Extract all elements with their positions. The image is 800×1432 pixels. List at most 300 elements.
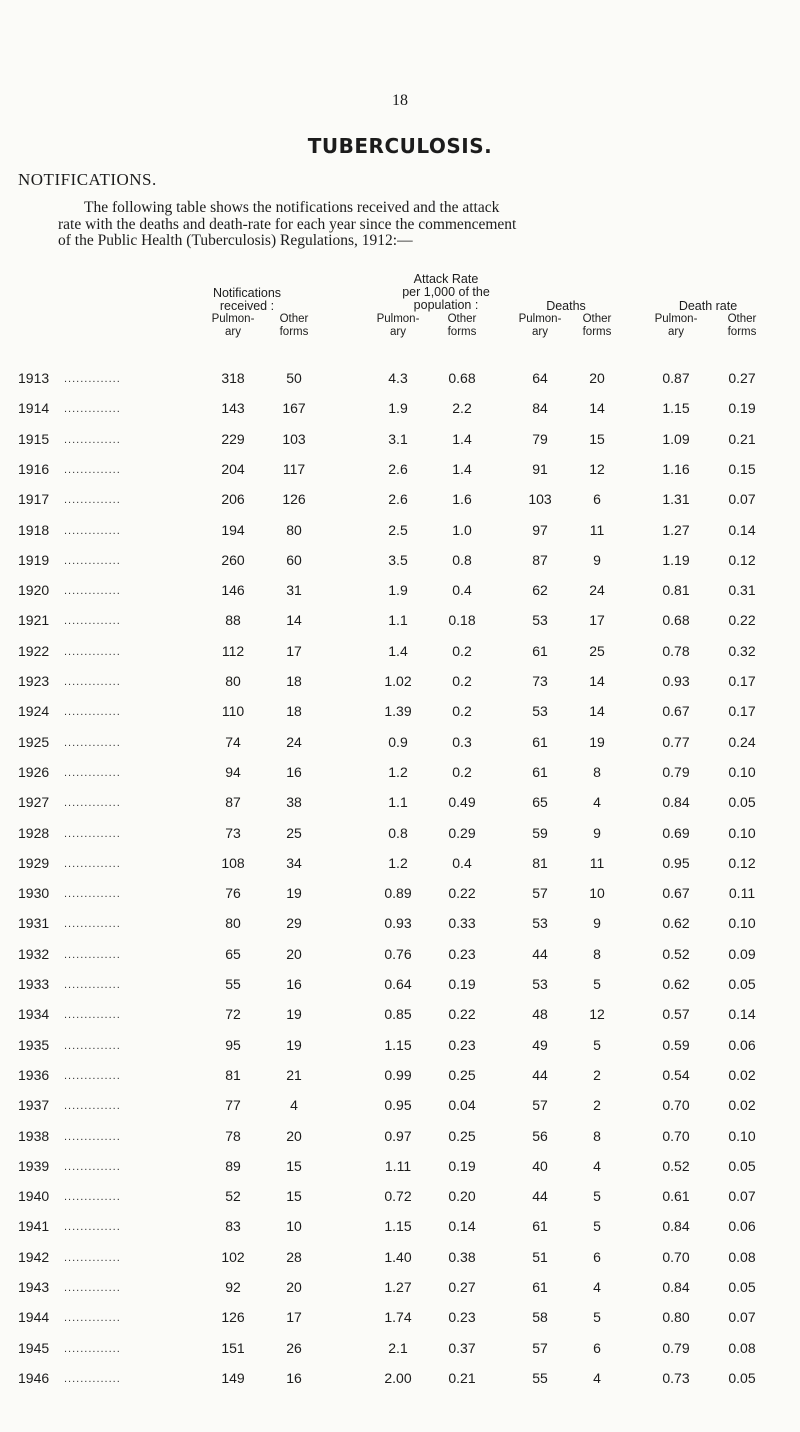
cell-deaths-other: 6 [593, 1339, 601, 1356]
table-row [0, 734, 800, 758]
cell-notif-pulmonary: 108 [221, 854, 245, 871]
cell-notif-pulmonary: 83 [225, 1218, 241, 1235]
cell-attack-pulmonary: 1.02 [384, 673, 412, 689]
table-row [0, 612, 800, 636]
intro-line: rate with the deaths and death-rate for each year since the commencement [58, 215, 517, 233]
cell-notif-pulmonary: 74 [225, 733, 241, 750]
cell-notif-other: 20 [286, 1279, 302, 1295]
intro-paragraph [58, 200, 770, 250]
cell-notif-other: 14 [286, 612, 302, 629]
cell-attack-other: 0.04 [448, 1097, 476, 1114]
cell-deathrate-other: 0.17 [728, 703, 756, 720]
header-death-rate: Death rate [678, 299, 738, 313]
cell-attack-pulmonary: 1.1 [388, 794, 408, 811]
leader-dots: .............. [64, 918, 121, 931]
cell-deaths-pulmonary: 51 [532, 1248, 548, 1265]
leader-dots: .............. [64, 948, 121, 961]
table-row [0, 1037, 800, 1061]
table-row [0, 885, 800, 909]
cell-deaths-pulmonary: 58 [532, 1309, 548, 1326]
cell-deaths-other: 5 [593, 1218, 601, 1235]
cell-attack-pulmonary: 1.2 [388, 763, 408, 780]
cell-deathrate-pulmonary: 0.57 [662, 1006, 690, 1023]
cell-notif-pulmonary: 194 [221, 521, 245, 538]
cell-attack-pulmonary: 0.76 [384, 945, 412, 962]
cell-year: 1913 [18, 370, 50, 386]
cell-attack-other: 0.23 [448, 1036, 476, 1053]
cell-attack-other: 0.2 [452, 673, 472, 689]
leader-dots: .............. [64, 1251, 121, 1264]
cell-deathrate-other: 0.12 [728, 551, 756, 568]
table-row [0, 1279, 800, 1303]
cell-year: 1937 [18, 1097, 50, 1114]
table-row [0, 794, 800, 818]
leader-dots: .............. [64, 1191, 121, 1204]
cell-notif-pulmonary: 81 [225, 1066, 241, 1083]
cell-deaths-pulmonary: 40 [532, 1157, 548, 1174]
cell-attack-other: 0.22 [448, 1006, 476, 1023]
cell-notif-pulmonary: 52 [225, 1188, 241, 1205]
leader-dots: .............. [64, 1160, 121, 1173]
cell-deaths-pulmonary: 44 [532, 1188, 548, 1205]
cell-attack-other: 0.38 [448, 1248, 476, 1265]
cell-attack-pulmonary: 1.40 [384, 1248, 412, 1265]
cell-notif-other: 20 [286, 1127, 302, 1144]
cell-deathrate-pulmonary: 1.27 [662, 521, 690, 538]
cell-deaths-other: 14 [589, 400, 605, 417]
table-row [0, 825, 800, 849]
leader-dots: .............. [64, 1282, 121, 1294]
cell-notif-other: 25 [286, 824, 302, 841]
table-row [0, 1309, 800, 1333]
intro-line: The following table shows the notifications received and the attack [84, 199, 500, 216]
cell-deathrate-other: 0.05 [728, 794, 756, 811]
cell-year: 1935 [18, 1036, 50, 1053]
cell-notif-other: 17 [286, 1309, 302, 1326]
cell-attack-other: 0.14 [448, 1218, 476, 1235]
cell-deaths-other: 17 [589, 612, 605, 629]
cell-year: 1942 [18, 1248, 50, 1265]
cell-attack-other: 0.4 [452, 854, 472, 871]
cell-attack-pulmonary: 0.85 [384, 1006, 412, 1023]
leader-dots: .............. [64, 857, 121, 870]
cell-deathrate-other: 0.11 [728, 885, 756, 902]
cell-attack-other: 0.21 [448, 1369, 476, 1386]
leader-dots: .............. [64, 645, 121, 658]
cell-attack-other: 0.18 [448, 612, 476, 629]
leader-dots: .............. [64, 1372, 121, 1385]
cell-deathrate-pulmonary: 1.31 [662, 491, 690, 508]
table-row [0, 491, 800, 515]
cell-deathrate-pulmonary: 1.16 [662, 460, 690, 477]
leader-dots: .............. [64, 676, 121, 688]
cell-notif-pulmonary: 92 [225, 1279, 241, 1295]
cell-deaths-pulmonary: 61 [532, 763, 548, 780]
cell-attack-pulmonary: 3.5 [388, 551, 408, 568]
cell-year: 1926 [18, 763, 50, 780]
cell-deaths-other: 2 [593, 1097, 601, 1114]
cell-deaths-pulmonary: 62 [532, 582, 548, 599]
cell-deathrate-other: 0.27 [728, 370, 756, 386]
cell-notif-other: 60 [286, 551, 302, 568]
cell-deathrate-pulmonary: 0.95 [662, 854, 690, 871]
cell-deathrate-pulmonary: 0.68 [662, 612, 690, 629]
table-row [0, 673, 800, 697]
cell-attack-pulmonary: 1.4 [388, 642, 408, 659]
cell-deathrate-pulmonary: 0.54 [662, 1066, 690, 1083]
page-number: 18 [392, 92, 408, 109]
cell-attack-pulmonary: 1.9 [388, 400, 408, 417]
leader-dots: .............. [64, 585, 121, 598]
cell-deathrate-other: 0.08 [728, 1248, 756, 1265]
cell-attack-pulmonary: 4.3 [388, 370, 408, 386]
cell-notif-pulmonary: 112 [221, 642, 245, 659]
cell-notif-other: 10 [286, 1218, 302, 1235]
cell-notif-other: 28 [286, 1248, 302, 1265]
header-deaths: Deaths [546, 299, 586, 313]
cell-attack-pulmonary: 2.1 [388, 1339, 408, 1356]
cell-notif-other: 18 [286, 673, 302, 689]
cell-deaths-other: 5 [593, 1036, 601, 1053]
cell-notif-pulmonary: 73 [225, 824, 241, 841]
cell-notif-pulmonary: 151 [221, 1339, 245, 1356]
cell-deathrate-other: 0.08 [728, 1339, 756, 1356]
cell-deaths-other: 4 [593, 794, 601, 811]
cell-deaths-pulmonary: 61 [532, 1218, 548, 1235]
cell-deaths-pulmonary: 64 [532, 370, 548, 386]
cell-notif-pulmonary: 206 [221, 491, 245, 508]
cell-deaths-pulmonary: 61 [532, 642, 548, 659]
cell-attack-other: 0.20 [448, 1188, 476, 1205]
cell-year: 1918 [18, 521, 50, 538]
cell-attack-pulmonary: 1.15 [384, 1036, 412, 1053]
cell-deathrate-pulmonary: 0.84 [662, 794, 690, 811]
intro-line: of the Public Health (Tuberculosis) Regulations, 1912:— [58, 232, 413, 249]
cell-deathrate-pulmonary: 0.62 [662, 976, 690, 992]
cell-year: 1930 [18, 885, 50, 902]
cell-deaths-other: 10 [589, 885, 605, 902]
leader-dots: .............. [64, 403, 121, 416]
cell-attack-other: 0.25 [448, 1066, 476, 1083]
cell-notif-other: 31 [286, 582, 302, 599]
cell-notif-pulmonary: 80 [225, 673, 241, 689]
cell-deaths-pulmonary: 65 [532, 794, 548, 811]
cell-attack-pulmonary: 1.9 [388, 582, 408, 599]
cell-deaths-pulmonary: 91 [532, 460, 548, 477]
table-row [0, 1067, 800, 1091]
table-row [0, 946, 800, 970]
cell-deaths-other: 12 [589, 1006, 605, 1023]
table-row [0, 976, 800, 1000]
cell-deathrate-other: 0.05 [728, 976, 756, 992]
cell-attack-pulmonary: 0.97 [384, 1127, 412, 1144]
cell-deathrate-other: 0.09 [728, 945, 756, 962]
cell-year: 1941 [18, 1218, 50, 1235]
cell-notif-pulmonary: 318 [221, 370, 245, 386]
header-attack-rate: Attack Rate per 1,000 of the population : [402, 272, 490, 312]
cell-deaths-pulmonary: 97 [532, 521, 548, 538]
leader-dots: .............. [64, 1009, 121, 1022]
leader-dots: .............. [64, 1312, 121, 1325]
cell-attack-other: 2.2 [452, 400, 472, 417]
cell-notif-other: 50 [286, 370, 302, 386]
cell-notif-pulmonary: 229 [221, 430, 245, 447]
cell-deaths-other: 2 [593, 1066, 601, 1083]
cell-attack-other: 0.4 [452, 582, 472, 599]
cell-deathrate-other: 0.21 [728, 430, 756, 447]
cell-deaths-pulmonary: 56 [532, 1127, 548, 1144]
cell-attack-pulmonary: 2.6 [388, 460, 408, 477]
cell-deaths-pulmonary: 79 [532, 430, 548, 447]
leader-dots: .............. [64, 1221, 121, 1234]
cell-deaths-other: 4 [593, 1157, 601, 1174]
cell-notif-other: 16 [286, 1369, 302, 1386]
cell-notif-pulmonary: 126 [221, 1309, 245, 1326]
subheader-deaths-pulmonary: Pulmon- ary [518, 313, 562, 338]
table-row [0, 582, 800, 606]
cell-deaths-other: 14 [589, 673, 605, 689]
cell-deathrate-pulmonary: 1.19 [662, 551, 690, 568]
cell-deathrate-other: 0.31 [728, 582, 756, 599]
table-row [0, 1006, 800, 1030]
cell-year: 1938 [18, 1127, 50, 1144]
cell-notif-pulmonary: 78 [225, 1127, 241, 1144]
cell-notif-pulmonary: 65 [225, 945, 241, 962]
cell-deaths-other: 5 [593, 976, 601, 992]
cell-deathrate-other: 0.07 [728, 491, 756, 508]
cell-notif-other: 24 [286, 733, 302, 750]
cell-notif-pulmonary: 89 [225, 1157, 241, 1174]
cell-year: 1939 [18, 1157, 50, 1174]
cell-notif-pulmonary: 77 [225, 1097, 241, 1114]
cell-deathrate-other: 0.06 [728, 1036, 756, 1053]
cell-attack-pulmonary: 1.2 [388, 854, 408, 871]
cell-deaths-other: 19 [589, 733, 605, 750]
cell-deathrate-other: 0.07 [728, 1188, 756, 1205]
cell-attack-pulmonary: 0.95 [384, 1097, 412, 1114]
cell-deaths-other: 4 [593, 1369, 601, 1386]
cell-deathrate-other: 0.05 [728, 1157, 756, 1174]
leader-dots: .............. [64, 797, 121, 810]
cell-year: 1944 [18, 1309, 50, 1326]
cell-deathrate-other: 0.14 [728, 521, 756, 538]
cell-deathrate-pulmonary: 0.67 [662, 703, 690, 720]
cell-deaths-other: 20 [589, 370, 605, 386]
table-row [0, 1128, 800, 1152]
cell-notif-other: 15 [286, 1188, 302, 1205]
leader-dots: .............. [64, 463, 121, 476]
cell-deaths-other: 5 [593, 1188, 601, 1205]
cell-deathrate-pulmonary: 0.84 [662, 1279, 690, 1295]
subheader-notif-pulmonary: Pulmon- ary [211, 313, 255, 338]
table-row [0, 461, 800, 485]
cell-notif-other: 16 [286, 976, 302, 992]
cell-deaths-pulmonary: 84 [532, 400, 548, 417]
cell-notif-other: 19 [286, 885, 302, 902]
cell-deathrate-other: 0.10 [728, 915, 756, 932]
cell-deaths-other: 9 [593, 915, 601, 932]
cell-deathrate-pulmonary: 1.09 [662, 430, 690, 447]
leader-dots: .............. [64, 615, 121, 628]
cell-year: 1915 [18, 430, 50, 447]
subheader-notif-other: Other forms [279, 313, 309, 338]
cell-deathrate-pulmonary: 0.79 [662, 763, 690, 780]
cell-notif-other: 19 [286, 1036, 302, 1053]
cell-year: 1929 [18, 854, 50, 871]
cell-deaths-pulmonary: 103 [528, 491, 552, 508]
cell-attack-other: 0.2 [452, 642, 472, 659]
cell-deaths-pulmonary: 53 [532, 976, 548, 992]
cell-notif-other: 117 [282, 460, 306, 477]
cell-deaths-pulmonary: 59 [532, 824, 548, 841]
cell-deathrate-other: 0.05 [728, 1279, 756, 1295]
cell-deaths-other: 11 [589, 854, 605, 871]
cell-deathrate-other: 0.32 [728, 642, 756, 659]
cell-deathrate-other: 0.15 [728, 460, 756, 477]
cell-year: 1928 [18, 824, 50, 841]
cell-year: 1927 [18, 794, 50, 811]
cell-deathrate-other: 0.06 [728, 1218, 756, 1235]
cell-deaths-other: 12 [589, 460, 605, 477]
cell-deaths-other: 8 [593, 763, 601, 780]
cell-deathrate-pulmonary: 0.59 [662, 1036, 690, 1053]
cell-notif-pulmonary: 72 [225, 1006, 241, 1023]
cell-deaths-other: 6 [593, 491, 601, 508]
table-row [0, 703, 800, 727]
table-row [0, 370, 800, 394]
cell-notif-other: 18 [286, 703, 302, 720]
cell-attack-other: 0.49 [448, 794, 476, 811]
cell-deaths-pulmonary: 53 [532, 612, 548, 629]
table-row [0, 400, 800, 424]
cell-attack-other: 0.2 [452, 763, 472, 780]
table-row [0, 1340, 800, 1364]
cell-deaths-pulmonary: 57 [532, 1097, 548, 1114]
cell-deathrate-pulmonary: 0.80 [662, 1309, 690, 1326]
leader-dots: .............. [64, 766, 121, 779]
cell-attack-pulmonary: 0.89 [384, 885, 412, 902]
cell-deathrate-other: 0.19 [728, 400, 756, 417]
subheader-attack-other: Other forms [447, 313, 477, 338]
cell-attack-pulmonary: 0.8 [388, 824, 408, 841]
cell-notif-other: 15 [286, 1157, 302, 1174]
cell-attack-other: 0.37 [448, 1339, 476, 1356]
cell-year: 1914 [18, 400, 50, 417]
cell-notif-other: 103 [282, 430, 306, 447]
cell-deathrate-other: 0.14 [728, 1006, 756, 1023]
cell-deaths-other: 15 [589, 430, 605, 447]
table-row [0, 1370, 800, 1394]
cell-attack-other: 0.19 [448, 976, 476, 992]
cell-notif-other: 20 [286, 945, 302, 962]
cell-deaths-other: 4 [593, 1279, 601, 1295]
cell-deaths-other: 11 [589, 521, 605, 538]
cell-deathrate-pulmonary: 0.79 [662, 1339, 690, 1356]
cell-year: 1946 [18, 1369, 50, 1386]
cell-attack-pulmonary: 2.6 [388, 491, 408, 508]
cell-deathrate-other: 0.10 [728, 763, 756, 780]
subheader-deathrate-other: Other forms [727, 313, 757, 338]
cell-notif-pulmonary: 87 [225, 794, 241, 811]
cell-notif-other: 34 [286, 854, 302, 871]
cell-notif-other: 19 [286, 1006, 302, 1023]
cell-year: 1923 [18, 673, 50, 689]
cell-deaths-pulmonary: 55 [532, 1369, 548, 1386]
cell-deathrate-pulmonary: 0.78 [662, 642, 690, 659]
cell-notif-pulmonary: 143 [221, 400, 245, 417]
cell-notif-pulmonary: 102 [221, 1248, 245, 1265]
cell-year: 1931 [18, 915, 50, 932]
cell-year: 1924 [18, 703, 50, 720]
cell-deaths-pulmonary: 53 [532, 703, 548, 720]
leader-dots: .............. [64, 888, 121, 901]
cell-deaths-other: 8 [593, 945, 601, 962]
cell-notif-pulmonary: 146 [221, 582, 245, 599]
cell-deathrate-pulmonary: 0.87 [662, 370, 690, 386]
cell-attack-other: 0.29 [448, 824, 476, 841]
subheader-attack-pulmonary: Pulmon- ary [376, 313, 420, 338]
cell-deathrate-other: 0.02 [728, 1097, 756, 1114]
cell-deathrate-pulmonary: 0.69 [662, 824, 690, 841]
table-row [0, 1218, 800, 1242]
cell-attack-pulmonary: 2.00 [384, 1369, 412, 1386]
leader-dots: .............. [64, 373, 121, 385]
cell-deaths-pulmonary: 61 [532, 733, 548, 750]
table-row [0, 1188, 800, 1212]
cell-notif-other: 26 [286, 1339, 302, 1356]
cell-deaths-other: 25 [589, 642, 605, 659]
cell-year: 1940 [18, 1188, 50, 1205]
cell-deathrate-other: 0.07 [728, 1309, 756, 1326]
cell-deathrate-pulmonary: 0.62 [662, 915, 690, 932]
leader-dots: .............. [64, 524, 121, 537]
cell-attack-other: 1.0 [452, 521, 472, 538]
cell-attack-other: 0.23 [448, 945, 476, 962]
subheader-deathrate-pulmonary: Pulmon- ary [654, 313, 698, 338]
cell-year: 1920 [18, 582, 50, 599]
cell-deathrate-pulmonary: 0.93 [662, 673, 690, 689]
leader-dots: .............. [64, 979, 121, 991]
leader-dots: .............. [64, 494, 121, 507]
cell-notif-other: 16 [286, 763, 302, 780]
leader-dots: .............. [64, 1039, 121, 1052]
cell-attack-other: 1.4 [452, 430, 472, 447]
subheader-deaths-other: Other forms [582, 313, 612, 338]
cell-year: 1922 [18, 642, 50, 659]
leader-dots: .............. [64, 1342, 121, 1355]
cell-attack-other: 0.27 [448, 1279, 476, 1295]
cell-deaths-other: 24 [589, 582, 605, 599]
table-row [0, 1097, 800, 1121]
cell-attack-pulmonary: 1.11 [384, 1157, 412, 1174]
cell-deaths-pulmonary: 87 [532, 551, 548, 568]
cell-year: 1945 [18, 1339, 50, 1356]
cell-deaths-pulmonary: 57 [532, 885, 548, 902]
cell-deathrate-pulmonary: 0.84 [662, 1218, 690, 1235]
cell-year: 1921 [18, 612, 50, 629]
cell-notif-other: 21 [286, 1066, 302, 1083]
cell-attack-pulmonary: 1.27 [384, 1279, 412, 1295]
cell-deaths-other: 14 [589, 703, 605, 720]
cell-deaths-pulmonary: 49 [532, 1036, 548, 1053]
leader-dots: .............. [64, 706, 121, 719]
cell-year: 1916 [18, 460, 50, 477]
page-title: TUBERCULOSIS. [307, 134, 493, 158]
cell-deathrate-pulmonary: 0.52 [662, 945, 690, 962]
cell-notif-other: 17 [286, 642, 302, 659]
cell-deaths-other: 9 [593, 551, 601, 568]
cell-attack-other: 0.19 [448, 1157, 476, 1174]
